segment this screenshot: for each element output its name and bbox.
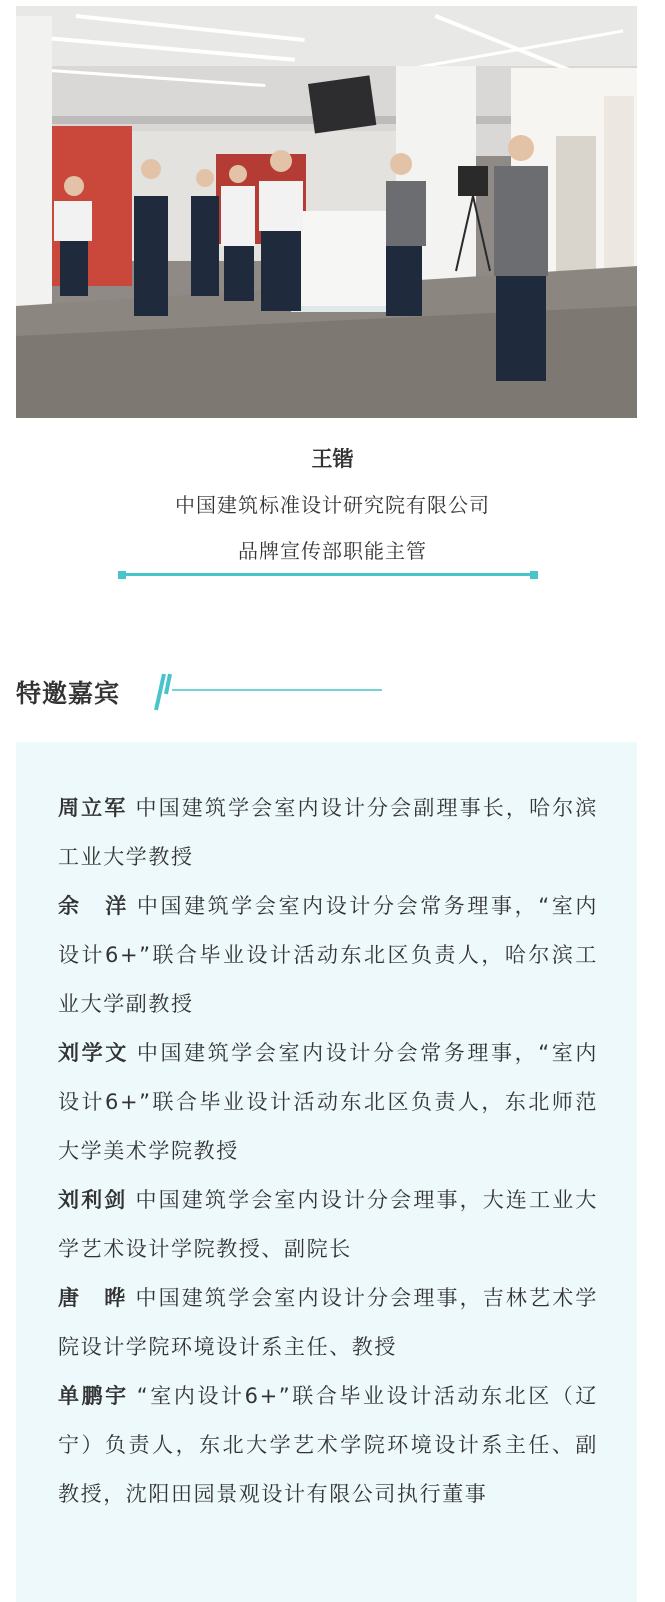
guest-description: “室内设计6+”联合毕业设计活动东北区（辽宁）负责人，东北大学艺术学院环境设计系主任、副教授，沈阳田园景观设计有限公司执行董事 (58, 1384, 598, 1506)
guest-list (58, 784, 598, 1519)
guest-item (58, 784, 598, 882)
guest-name: 余 洋 (58, 894, 129, 918)
guest-name: 唐 晔 (58, 1286, 128, 1310)
caption-organization: 中国建筑标准设计研究院有限公司 (175, 493, 490, 517)
caption-person-name: 王锴 (311, 447, 354, 471)
guest-name: 周立军 (58, 796, 128, 820)
divider-bar (122, 573, 534, 576)
guest-panel (16, 742, 637, 1602)
exhibition-hall-image (16, 6, 637, 418)
guest-description: 中国建筑学会室内设计分会常务理事，“室内设计6+”联合毕业设计活动东北区负责人，东北师范大学美术学院教授 (58, 1041, 598, 1163)
section-title-slash-decoration (146, 668, 386, 714)
event-photo (16, 6, 637, 418)
caption-divider (118, 571, 538, 579)
guest-description: 中国建筑学会室内设计分会常务理事，“室内设计6+”联合毕业设计活动东北区负责人，哈尔滨工业大学副教授 (58, 894, 598, 1016)
guest-item (58, 882, 598, 1029)
guest-item (58, 1372, 598, 1519)
guest-item (58, 1029, 598, 1176)
guest-description: 中国建筑学会室内设计分会理事，大连工业大学艺术设计学院教授、副院长 (58, 1188, 598, 1261)
guest-name: 刘利剑 (58, 1188, 128, 1212)
caption-role: 品牌宣传部职能主管 (238, 539, 427, 563)
guest-name: 刘学文 (58, 1041, 129, 1065)
guest-name: 单鹏宇 (58, 1384, 129, 1408)
section-title: 特邀嘉宾 (16, 679, 121, 708)
guest-description: 中国建筑学会室内设计分会理事，吉林艺术学院设计学院环境设计系主任、教授 (58, 1286, 598, 1359)
divider-end-square (530, 571, 538, 579)
guest-description: 中国建筑学会室内设计分会副理事长，哈尔滨工业大学教授 (58, 796, 598, 869)
guest-item (58, 1274, 598, 1372)
guest-item (58, 1176, 598, 1274)
